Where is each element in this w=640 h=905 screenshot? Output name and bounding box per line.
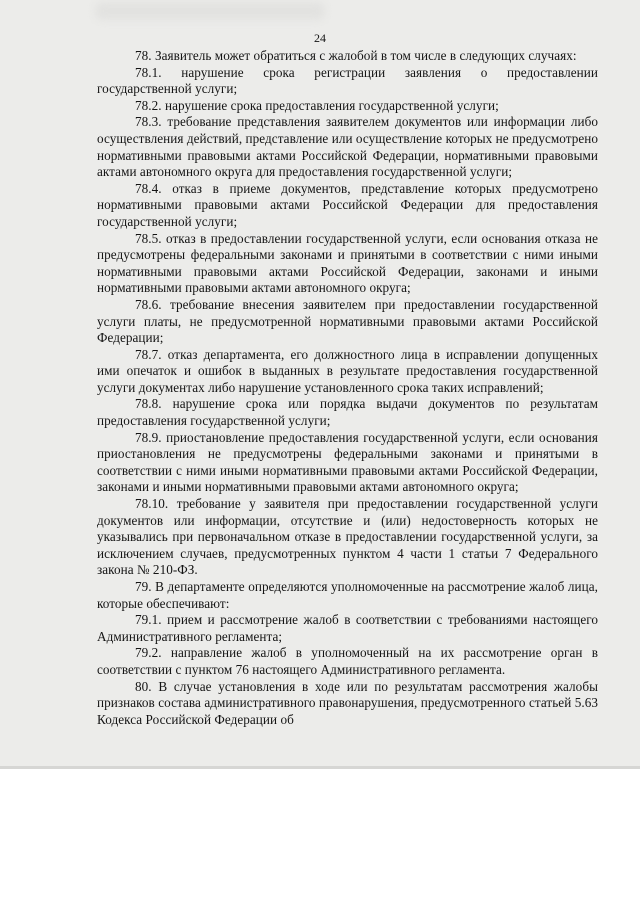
paragraph-78-8: 78.8. нарушение срока или порядка выдачи документов по результатам предоставления государственной услуги; (97, 396, 598, 429)
paragraph-78-4: 78.4. отказ в приеме документов, представление которых предусмотрено нормативными правовыми актами Российской Федерации для предоставления государственной услуги; (97, 180, 598, 229)
paragraph-80: 80. В случае установления в ходе или по результатам рассмотрения жалобы признаков состава административного правонарушения, предусмотренного статьей 5.63 Кодекса Российской Федерации об (97, 678, 598, 727)
paragraph-78-6: 78.6. требование внесения заявителем при предоставлении государственной услуги платы, не предусмотренной нормативными правовыми актами Российской Федерации; (97, 296, 598, 346)
paragraph-78-1: 78.1. нарушение срока регистрации заявления о предоставлении государственной услуги; (97, 64, 598, 97)
paragraph-79: 79. В департаменте определяются уполномоченные на рассмотрение жалоб лица, которые обеспечивают: (97, 579, 598, 611)
paragraph-78-5: 78.5. отказ в предоставлении государственной услуги, если основания отказа не предусмотрены федеральными законами и принятыми в соответствии с ними иными нормативными правовыми актами Российской Федерации, законами и иными нормативными правовыми актами автономного округа; (97, 230, 598, 296)
paragraph-78-3: 78.3. требование представления заявителем документов или информации либо осуществления действий, представление или осуществление которых не предусмотрено нормативными правовыми актами Российской Федерации, нормативными правовыми актами автономного округа для предоставления государственной услуги; (97, 114, 598, 180)
paragraph-78: 78. Заявитель может обратиться с жалобой в том числе в следующих случаях: (135, 48, 577, 63)
document-body (97, 48, 598, 728)
paragraph-78-10: 78.10. требование у заявителя при предоставлении государственной услуги документов или информации, отсутствие и (или) недостоверность которых не указывались при первоначальном отказе в предоставлении государственной услуги, за исключением случаев, предусмотренных пунктом 4 части 1 статьи 7 Федерального закона № 210-ФЗ. (97, 496, 598, 578)
paragraph-78-9: 78.9. приостановление предоставления государственной услуги, если основания приостановления не предусмотрены федеральными законами и принятыми в соответствии с ними иными нормативными правовыми актами Российской Федерации, законами и иными нормативными правовыми актами автономного округа; (97, 429, 598, 495)
paragraph-79-2: 79.2. направление жалоб в уполномоченный на их рассмотрение орган в соответствии с пунктом 76 настоящего Административного регламента. (97, 645, 598, 677)
paragraph-78-7: 78.7. отказ департамента, его должностного лица в исправлении допущенных ими опечаток и ошибок в выданных в результате предоставления государственной услуги документах либо нарушение установленного срока таких исправлений; (97, 346, 598, 395)
scan-edge (0, 766, 640, 769)
paragraph-79-1: 79.1. прием и рассмотрение жалоб в соответствии с требованиями настоящего Административного регламента; (97, 612, 598, 644)
paragraph-78-2: 78.2. нарушение срока предоставления государственной услуги; (135, 97, 499, 113)
page-number: 24 (314, 31, 326, 45)
scan-smudge (95, 2, 325, 20)
